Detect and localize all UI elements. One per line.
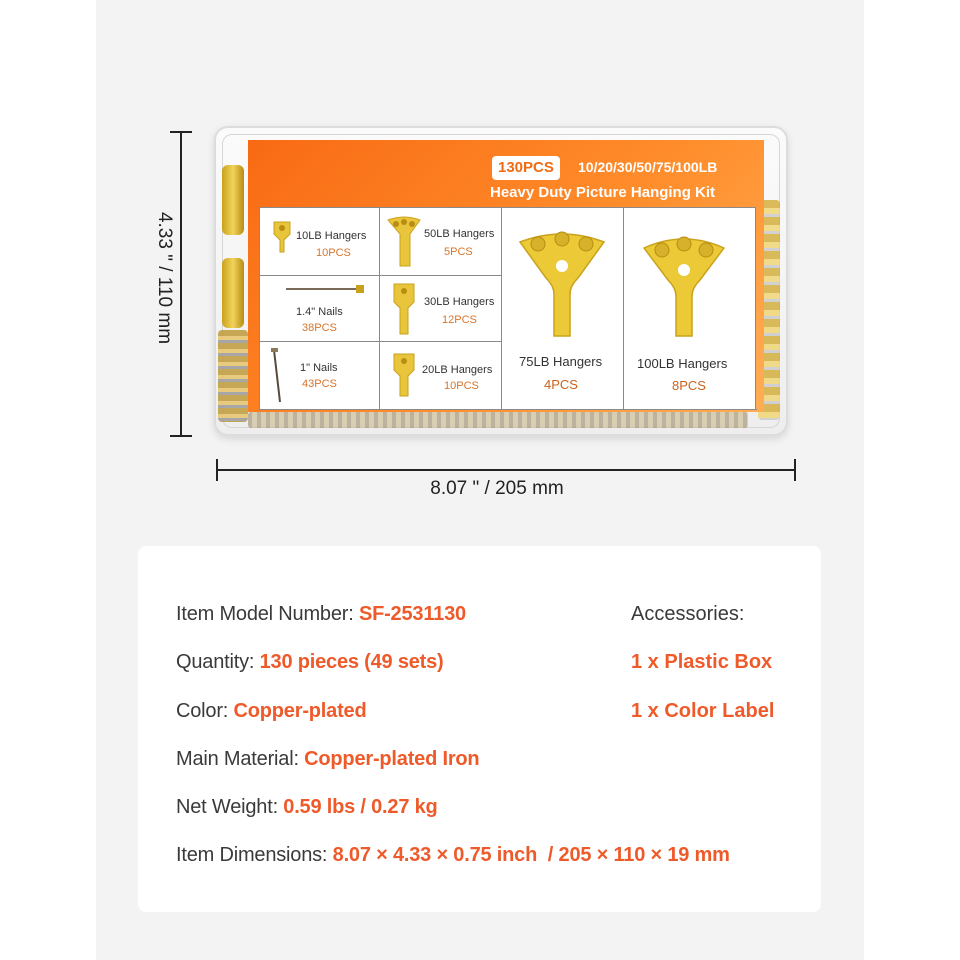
cell-100lb-hangers bbox=[624, 208, 757, 410]
spec-value: 130 pieces (49 sets) bbox=[259, 651, 444, 673]
cell-50lb-hangers bbox=[380, 208, 502, 276]
dimension-cap bbox=[170, 435, 192, 437]
cell-pcs: 38PCS bbox=[302, 322, 337, 334]
cell-pcs: 43PCS bbox=[302, 378, 337, 390]
accessory-item: 1 x Color Label bbox=[631, 700, 775, 722]
side-nails-image bbox=[218, 330, 248, 422]
spec-value: SF-2531130 bbox=[358, 603, 466, 625]
cell-pcs: 12PCS bbox=[442, 314, 477, 326]
cell-pcs: 10PCS bbox=[444, 380, 479, 392]
cell-name: 20LB Hangers bbox=[422, 364, 493, 376]
kit-title: Heavy Duty Picture Hanging Kit bbox=[490, 184, 716, 201]
spec-label: Net Weight: bbox=[176, 796, 284, 818]
pcs-badge: 130PCS bbox=[492, 156, 560, 180]
hanger-icon bbox=[272, 220, 292, 254]
side-hanger-image bbox=[222, 165, 244, 235]
cell-name: 75LB Hangers bbox=[519, 354, 603, 369]
hanger-icon bbox=[640, 230, 728, 338]
spec-label: Quantity: bbox=[176, 651, 260, 673]
spec-value: Copper-plated Iron bbox=[304, 748, 480, 770]
cell-1-4-nails bbox=[260, 276, 380, 342]
spec-label: Main Material: bbox=[176, 748, 305, 770]
dimension-cap bbox=[170, 131, 192, 133]
nail-icon bbox=[270, 348, 284, 404]
cell-pcs: 4PCS bbox=[544, 377, 578, 392]
cell-pcs: 5PCS bbox=[444, 246, 473, 258]
cell-name: 100LB Hangers bbox=[637, 356, 728, 371]
spec-net-weight bbox=[176, 796, 438, 819]
cell-pcs: 10PCS bbox=[316, 247, 351, 259]
cell-20lb-hangers bbox=[380, 342, 502, 410]
cell-name: 10LB Hangers bbox=[296, 230, 367, 242]
spec-value: Copper-plated bbox=[233, 700, 367, 722]
weights-text: 10/20/30/50/75/100LB bbox=[578, 159, 718, 175]
contents-grid bbox=[259, 207, 756, 410]
spec-model-number bbox=[176, 603, 466, 626]
dimension-cap bbox=[216, 459, 218, 481]
spec-value: 0.59 lbs / 0.27 kg bbox=[283, 796, 438, 818]
cell-name: 1.4" Nails bbox=[296, 306, 343, 318]
width-dimension-label: 8.07 " / 205 mm bbox=[430, 478, 564, 499]
spec-label: Item Model Number: bbox=[176, 603, 359, 625]
side-hanger-image bbox=[222, 258, 244, 328]
hanger-icon bbox=[392, 352, 416, 398]
height-dimension-line bbox=[180, 131, 182, 437]
hanger-icon bbox=[392, 282, 416, 336]
hanger-icon bbox=[386, 216, 422, 268]
spec-value: 8.07 × 4.33 × 0.75 inch / 205 × 110 × 19 mm bbox=[332, 844, 730, 866]
nail-icon bbox=[286, 284, 366, 294]
bottom-nails-image bbox=[248, 412, 748, 428]
cell-1-nails bbox=[260, 342, 380, 410]
spec-quantity bbox=[176, 651, 444, 674]
spec-color bbox=[176, 700, 366, 723]
width-dimension-line bbox=[216, 469, 796, 471]
cell-name: 50LB Hangers bbox=[424, 228, 495, 240]
hanger-icon bbox=[516, 226, 608, 338]
spec-label: Item Dimensions: bbox=[176, 844, 333, 866]
accessory-item: 1 x Plastic Box bbox=[631, 651, 773, 673]
accessories-title: Accessories: bbox=[631, 603, 745, 625]
cell-pcs: 8PCS bbox=[672, 378, 706, 393]
cell-75lb-hangers bbox=[502, 208, 624, 410]
cell-30lb-hangers bbox=[380, 276, 502, 342]
spec-dimensions bbox=[176, 844, 730, 867]
dimension-cap bbox=[794, 459, 796, 481]
cell-name: 1" Nails bbox=[300, 362, 338, 374]
spec-material bbox=[176, 748, 479, 771]
height-dimension-label: 4.33 " / 110 mm bbox=[154, 211, 175, 345]
cell-10lb-hangers bbox=[260, 208, 380, 276]
cell-name: 30LB Hangers bbox=[424, 296, 495, 308]
spec-label: Color: bbox=[176, 700, 234, 722]
